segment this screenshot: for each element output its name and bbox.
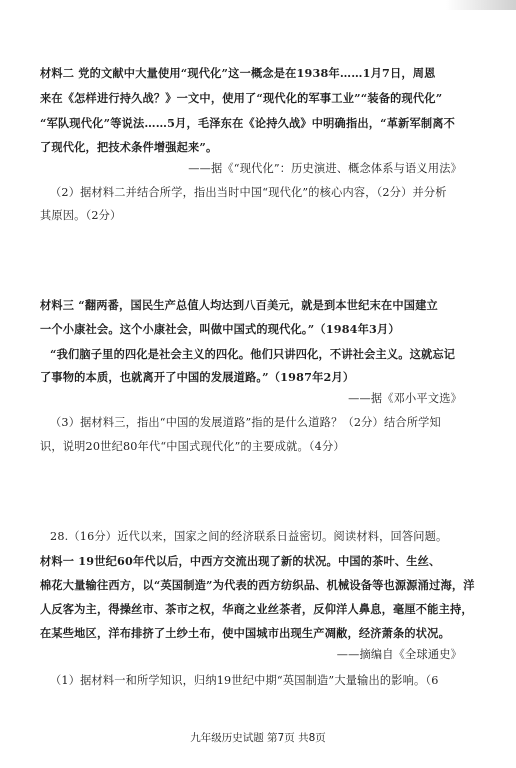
material2-source: ——据《“现代化”：历史演进、概念体系与语义用法》 [188,162,462,175]
question3-line-2: 识，说明20世纪80年代“中国式现代化”的主要成就。（4分） [40,440,345,453]
q28-intro: 28.（16分）近代以来，国家之间的经济联系日益密切。阅读材料，回答问题。 [50,530,448,543]
q28-question1: （1）据材料一和所学知识，归纳19世纪中期“英国制造”大量输出的影响。（6 [50,674,439,687]
question3-line-1: （3）据材料三，指出“中国的发展道路”指的是什么道路？（2分）结合所学知 [50,416,441,429]
material2-line-1: 材料二 党的文献中大量使用“现代化”这一概念是在1938年……1月7日，周恩 [40,66,436,80]
material2-line-2: 来在《怎样进行持久战？》一文中，使用了“现代化的军事工业”“装备的现代化” [40,91,443,105]
q28-material1-line-2: 棉花大量输往西方，以“英国制造”为代表的西方纺织品、机械设备等也源源涌过海，洋 [40,578,475,592]
page-footer: 九年级历史试题 第7页 共8页 [190,732,326,744]
material2-line-3: “军队现代化”等说法……5月，毛泽东在《论持久战》中明确指出，“革新军制离不 [40,116,456,130]
q28-material1-line-1: 材料一 19世纪60年代以后，中西方交流出现了新的状况。中国的茶叶、生丝、 [40,554,441,568]
material3-source: ——据《邓小平文选》 [348,392,462,405]
material3-line-4: 了事物的本质，也就离开了中国的发展道路。”（1987年2月） [40,370,355,384]
q28-material1-line-4: 在某些地区，洋布排挤了土纱土布，使中国城市出现生产凋敝，经济萧条的状况。 [40,626,450,640]
material3-line-3: “我们脑子里的四化是社会主义的四化。他们只讲四化，不讲社会主义。这就忘记 [50,347,456,361]
material3-line-2: 一个小康社会。这个小康社会，叫做中国式的现代化。”（1984年3月） [40,322,400,336]
q28-source: ——摘编自《全球通史》 [336,648,462,661]
question2-line-2: 其原因。（2分） [40,209,122,222]
material2-line-4: 了现代化，把技术条件增强起来”。 [40,140,218,154]
material3-line-1: 材料三 “翻两番，国民生产总值人均达到八百美元，就是到本世纪末在中国建立 [40,298,438,312]
scan-shadow [446,0,516,10]
question2-line-1: （2）据材料二并结合所学，指出当时中国“现代化”的核心内容，（2分）并分析 [50,186,447,199]
q28-material1-line-3: 人反客为主，得操丝市、茶市之权，华商之业丝茶者，反仰洋人鼻息，毫厘不能主持， [40,602,473,616]
